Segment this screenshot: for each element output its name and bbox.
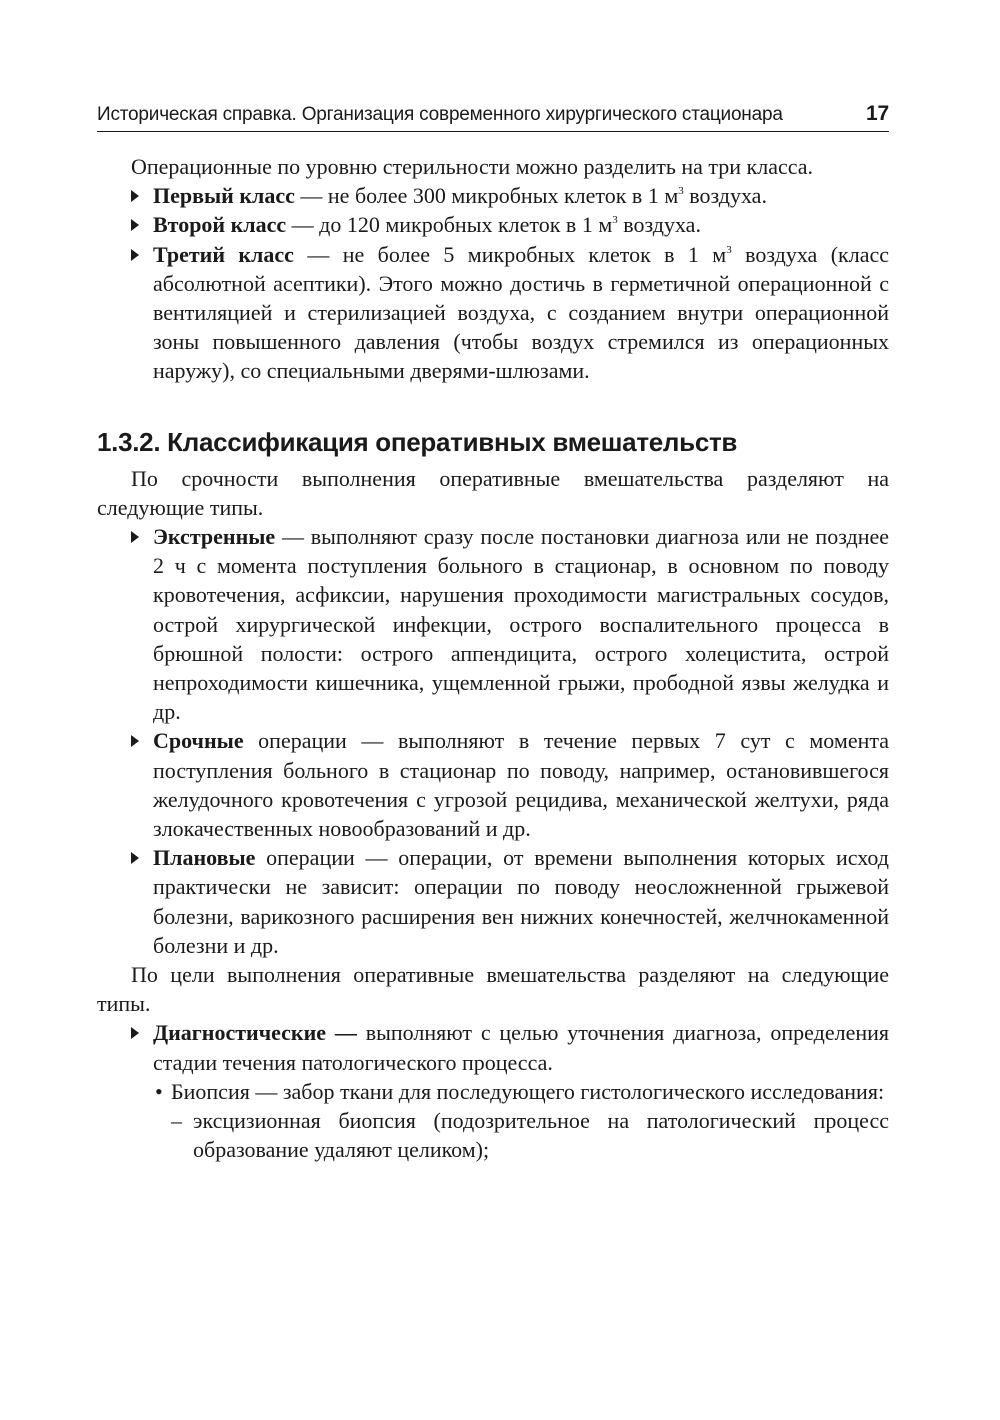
- list-item: [97, 522, 889, 726]
- superscript: 3: [726, 243, 732, 256]
- triangle-bullet-icon: [131, 190, 139, 202]
- biopsy-text: Биопсия — забор ткани для последующего гистологического исследования:: [171, 1078, 885, 1104]
- running-head: [97, 100, 889, 132]
- sterility-class-list: [97, 181, 889, 385]
- item-term: Первый класс: [153, 183, 295, 209]
- list-item: [97, 1018, 889, 1076]
- item-text: — не более 5 микробных клеток в 1 м: [293, 241, 727, 267]
- list-item: [97, 726, 889, 843]
- item-text-end: воздуха (класс абсолютной асептики). Этого можно достичь в герметичной операционной с вентиляцией и стерилизацией воздуха, с созданием внутри операционной зоны повышенного давления (чтобы воздух стремился из операционных наружу), со специальными дверями-шлюзами.: [153, 241, 889, 384]
- item-text: — не более 300 микробных клеток в 1 м: [294, 183, 679, 209]
- item-text: — выполняют сразу после постановки диагноза или не позднее 2 ч с момента поступления больного в стационар, в основном по поводу кровотечения, асфиксии, нарушения проходимости магистральных сосудов, острой хирургической инфекции, острого воспалительного процесса в брюшной полости: острого аппендицита, острого холецистита, острой непроходимости кишечника, ущемленной грыжи, прободной язвы желудка и др.: [153, 524, 889, 725]
- triangle-bullet-icon: [131, 219, 139, 231]
- superscript: 3: [678, 185, 684, 198]
- dot-bullet-icon: •: [155, 1078, 163, 1104]
- triangle-bullet-icon: [131, 249, 139, 261]
- triangle-bullet-icon: [131, 852, 139, 864]
- triangle-bullet-icon: [131, 531, 139, 543]
- page: [97, 100, 889, 1165]
- biopsy-item: [97, 1077, 889, 1106]
- item-text-end: воздуха.: [617, 212, 701, 238]
- list-item: [97, 210, 889, 239]
- intro-paragraph: Операционные по уровню стерильности можно разделить на три класса.: [131, 154, 814, 179]
- goal-intro: По цели выполнения оперативные вмешательства разделяют на следующие типы.: [97, 962, 889, 1017]
- biopsy-type-text: эксцизионная биопсия (подозрительное на патологический процесс образование удаляют целиком);: [193, 1108, 889, 1163]
- section-heading: 1.3.2. Классификация оперативных вмешательств: [97, 426, 738, 457]
- triangle-bullet-icon: [131, 1027, 139, 1039]
- biopsy-type-item: [97, 1106, 889, 1164]
- item-term: Третий класс: [153, 241, 294, 267]
- item-text: операции — выполняют в течение первых 7 сут с момента поступления больного в стационар по поводу, например, остановившегося желудочного кровотечения с угрозой рецидива, механической желтухи, ряда злокачественных новообразований и др.: [153, 728, 889, 842]
- urgency-list: [97, 522, 889, 960]
- item-term: Второй класс: [153, 212, 287, 238]
- dash-bullet-icon: –: [171, 1108, 182, 1134]
- page-number: 17: [866, 102, 889, 125]
- page-body: [97, 152, 889, 1165]
- item-term: Плановые: [153, 845, 256, 871]
- item-term: Срочные: [153, 728, 244, 754]
- urgency-intro: По срочности выполнения оперативные вмешательства разделяют на следующие типы.: [97, 465, 889, 520]
- goal-list: [97, 1018, 889, 1076]
- running-head-title: Историческая справка. Организация современного хирургического стационара: [97, 104, 783, 125]
- item-text: — до 120 микробных клеток в 1 м: [286, 212, 613, 238]
- item-text: выполняют с целью уточнения диагноза, определения стадии течения патологического процесса.: [153, 1020, 889, 1075]
- list-item: [97, 843, 889, 960]
- list-item: [97, 240, 889, 386]
- item-text-end: воздуха.: [683, 183, 767, 209]
- item-text: операции — операции, от времени выполнения которых исход практически не зависит: операции по поводу неосложненной грыжевой болезни, варикозного расширения вен нижних конечностей, желчнокаменной болезни и др.: [153, 845, 889, 958]
- triangle-bullet-icon: [131, 735, 139, 747]
- item-term: Экстренные: [153, 524, 276, 550]
- superscript: 3: [612, 214, 618, 227]
- item-term: Диагностические —: [153, 1020, 357, 1046]
- list-item: [97, 181, 889, 210]
